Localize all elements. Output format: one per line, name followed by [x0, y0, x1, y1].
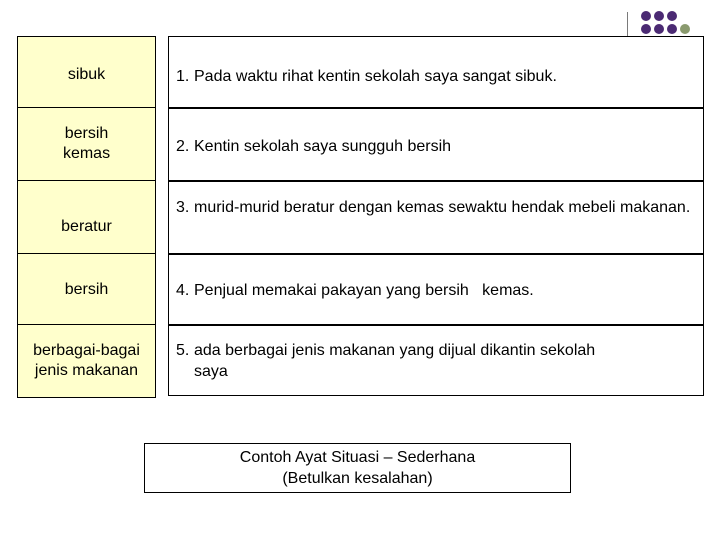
sentence-text: Pada waktu rihat kentin sekolah saya sangat sibuk.	[194, 68, 557, 85]
word-text: bersih kemas	[62, 125, 111, 162]
sentence-box-3	[168, 181, 704, 254]
word-text: berbagai-bagai jenis makanan	[33, 342, 140, 379]
caption-title: Contoh Ayat Situasi – Sederhana	[239, 449, 476, 466]
word-text: sibuk	[67, 66, 106, 83]
sentence-text: murid-murid beratur dengan kemas sewaktu hendak mebeli makanan.	[194, 199, 691, 216]
sentence-number: 2.	[176, 138, 190, 155]
word-text: bersih	[64, 281, 109, 298]
sentence-number: 3.	[176, 199, 190, 216]
sentence-text: Penjual memakai pakayan yang bersih kemas.	[194, 282, 534, 299]
dot-icon	[641, 11, 651, 21]
sentence-box-1	[168, 36, 704, 108]
word-box-1	[17, 36, 156, 108]
word-box-3	[17, 181, 156, 254]
dot-icon	[654, 24, 664, 34]
sentence-number: 5.	[176, 342, 190, 359]
sentence-number: 4.	[176, 282, 190, 299]
dot-icon	[680, 24, 690, 34]
sentence-text: ada berbagai jenis makanan yang dijual dikantin sekolah saya	[194, 342, 596, 380]
word-box-5	[17, 325, 156, 398]
caption-subtitle: (Betulkan kesalahan)	[282, 470, 433, 487]
sentence-box-4	[168, 254, 704, 325]
sentence-text: Kentin sekolah saya sungguh bersih	[194, 138, 452, 155]
caption-box	[144, 443, 571, 493]
word-text: beratur	[61, 218, 112, 235]
dot-icon	[641, 24, 651, 34]
dot-icon	[667, 11, 677, 21]
word-box-2	[17, 108, 156, 181]
sentence-box-5	[168, 325, 704, 396]
word-box-4	[17, 254, 156, 325]
sentence-number: 1.	[176, 68, 190, 85]
dot-icon	[667, 24, 677, 34]
sentence-box-2	[168, 108, 704, 181]
dot-icon	[654, 11, 664, 21]
